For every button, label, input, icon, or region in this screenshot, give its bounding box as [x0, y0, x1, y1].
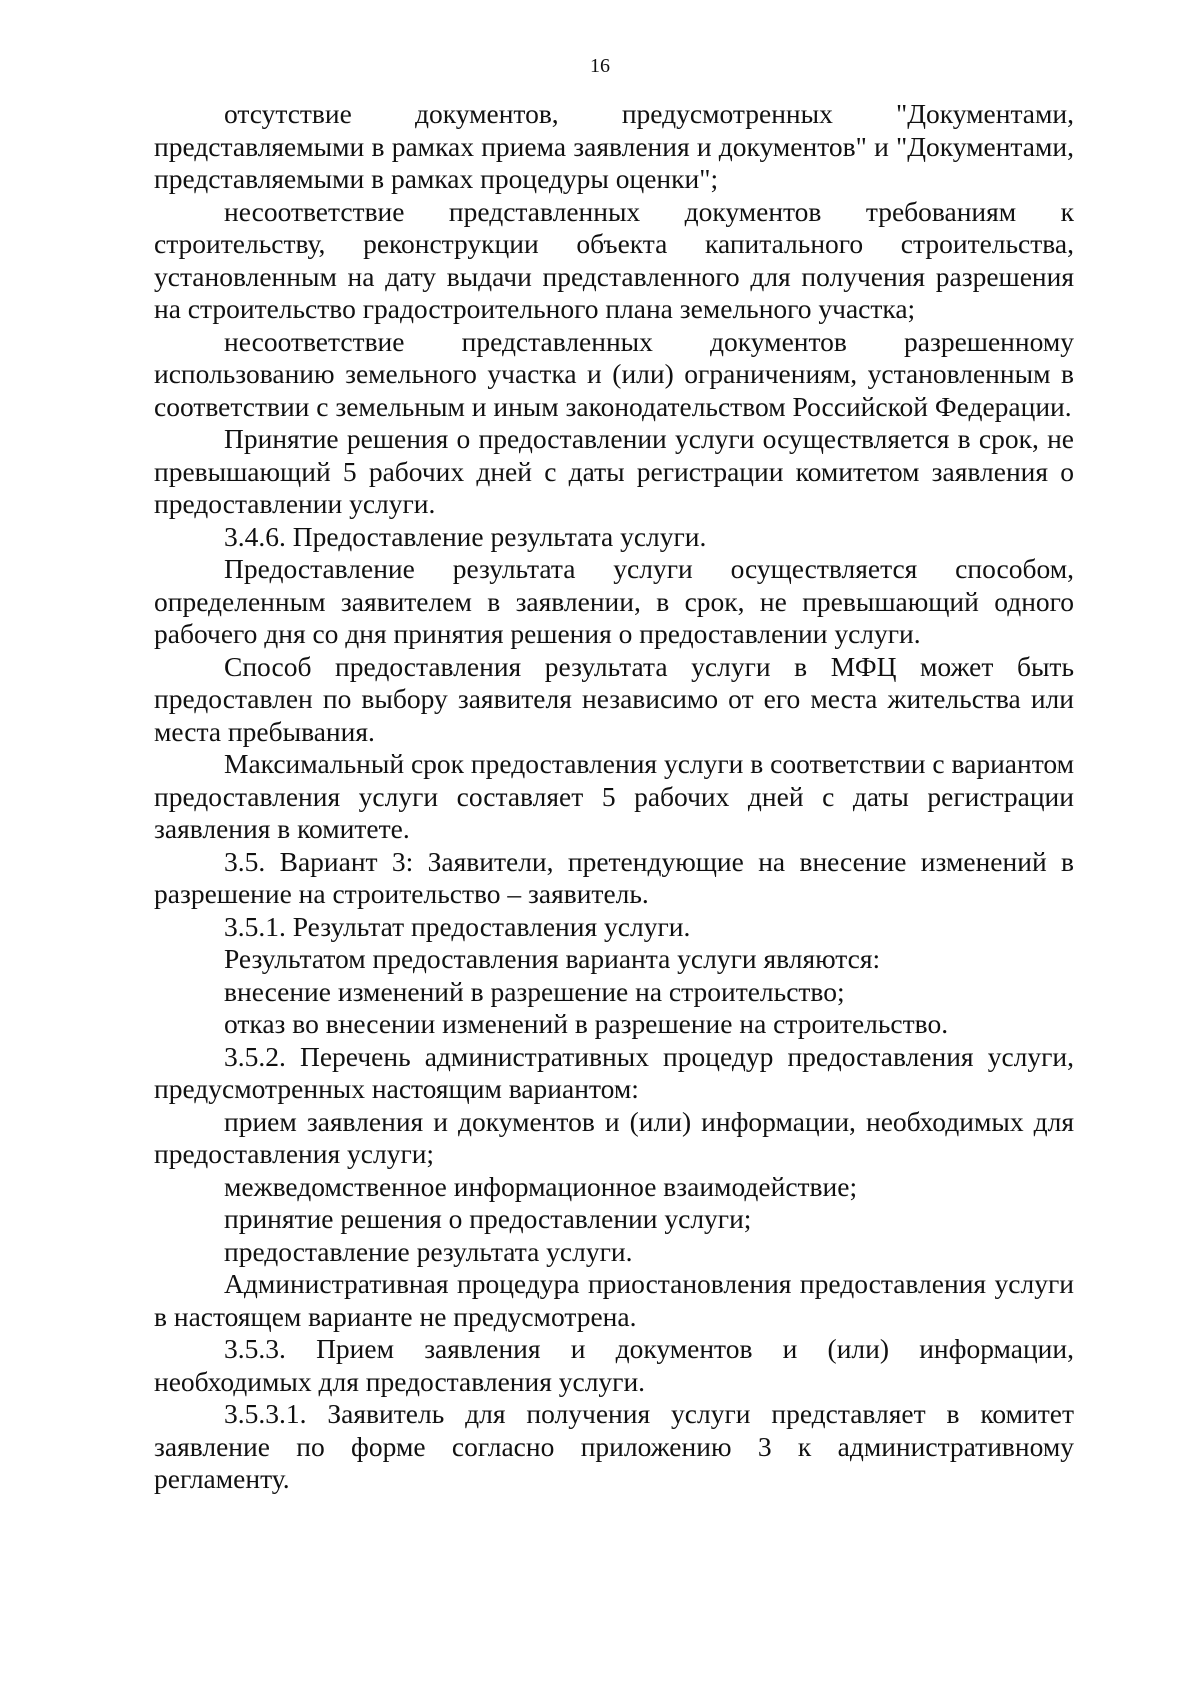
list-item: межведомственное информационное взаимодействие; — [224, 1170, 858, 1202]
list-item: внесение изменений в разрешение на строительство; — [224, 975, 845, 1007]
paragraph: Административная процедура приостановления предоставления услуги в настоящем варианте не предусмотрена. — [154, 1268, 1074, 1332]
section-heading: 3.5. Вариант 3: Заявители, претендующие на внесение изменений в разрешение на строительство – заявитель. — [154, 845, 1074, 909]
paragraph: Предоставление результата услуги осуществляется способом, определенным заявителем в заявлении, в срок, не превышающий одного рабочего дня со дня принятия решения о предоставлении услуги. — [154, 553, 1074, 649]
paragraph: Принятие решения о предоставлении услуги осуществляется в срок, не превышающий 5 рабочих дней с даты регистрации комитетом заявления о предоставлении услуги. — [154, 423, 1074, 519]
paragraph: Максимальный срок предоставления услуги в соответствии с вариантом предоставления услуги составляет 5 рабочих дней с даты регистрации заявления в комитете. — [154, 748, 1074, 844]
section-heading: 3.5.2. Перечень административных процедур предоставления услуги, предусмотренных настоящим вариантом: — [154, 1040, 1074, 1104]
paragraph: отсутствие документов, предусмотренных "Документами, представляемыми в рамках приема заявления и документов" и "Документами, представляемыми в рамках процедуры оценки"; — [154, 98, 1074, 194]
paragraph: Способ предоставления результата услуги в МФЦ может быть предоставлен по выбору заявителя независимо от его места жительства или места пребывания. — [154, 650, 1074, 747]
list-item: прием заявления и документов и (или) информации, необходимых для предоставления услуги; — [154, 1105, 1074, 1169]
document-body — [154, 98, 1074, 1496]
paragraph: Результатом предоставления варианта услуги являются: — [224, 943, 881, 974]
section-heading: 3.5.1. Результат предоставления услуги. — [224, 910, 691, 942]
list-item: предоставление результата услуги. — [224, 1235, 633, 1267]
page-number: 16 — [590, 55, 610, 77]
section-heading: 3.4.6. Предоставление результата услуги. — [224, 520, 707, 552]
list-item: отказ во внесении изменений в разрешение на строительство. — [224, 1008, 949, 1039]
paragraph: несоответствие представленных документов требованиям к строительству, реконструкции объекта капитального строительства, установленным на дату выдачи представленного для получения разрешения на строительство градостроительного плана земельного участка; — [154, 195, 1074, 324]
section-heading: 3.5.3. Прием заявления и документов и (или) информации, необходимых для предоставления услуги. — [154, 1333, 1074, 1397]
list-item: принятие решения о предоставлении услуги; — [224, 1203, 752, 1234]
paragraph: 3.5.3.1. Заявитель для получения услуги представляет в комитет заявление по форме согласно приложению 3 к административному регламенту. — [154, 1398, 1074, 1494]
paragraph: несоответствие представленных документов разрешенному использованию земельного участка и (или) ограничениям, установленным в соответствии с земельным и иным законодательством Российской Федерации. — [154, 325, 1074, 422]
